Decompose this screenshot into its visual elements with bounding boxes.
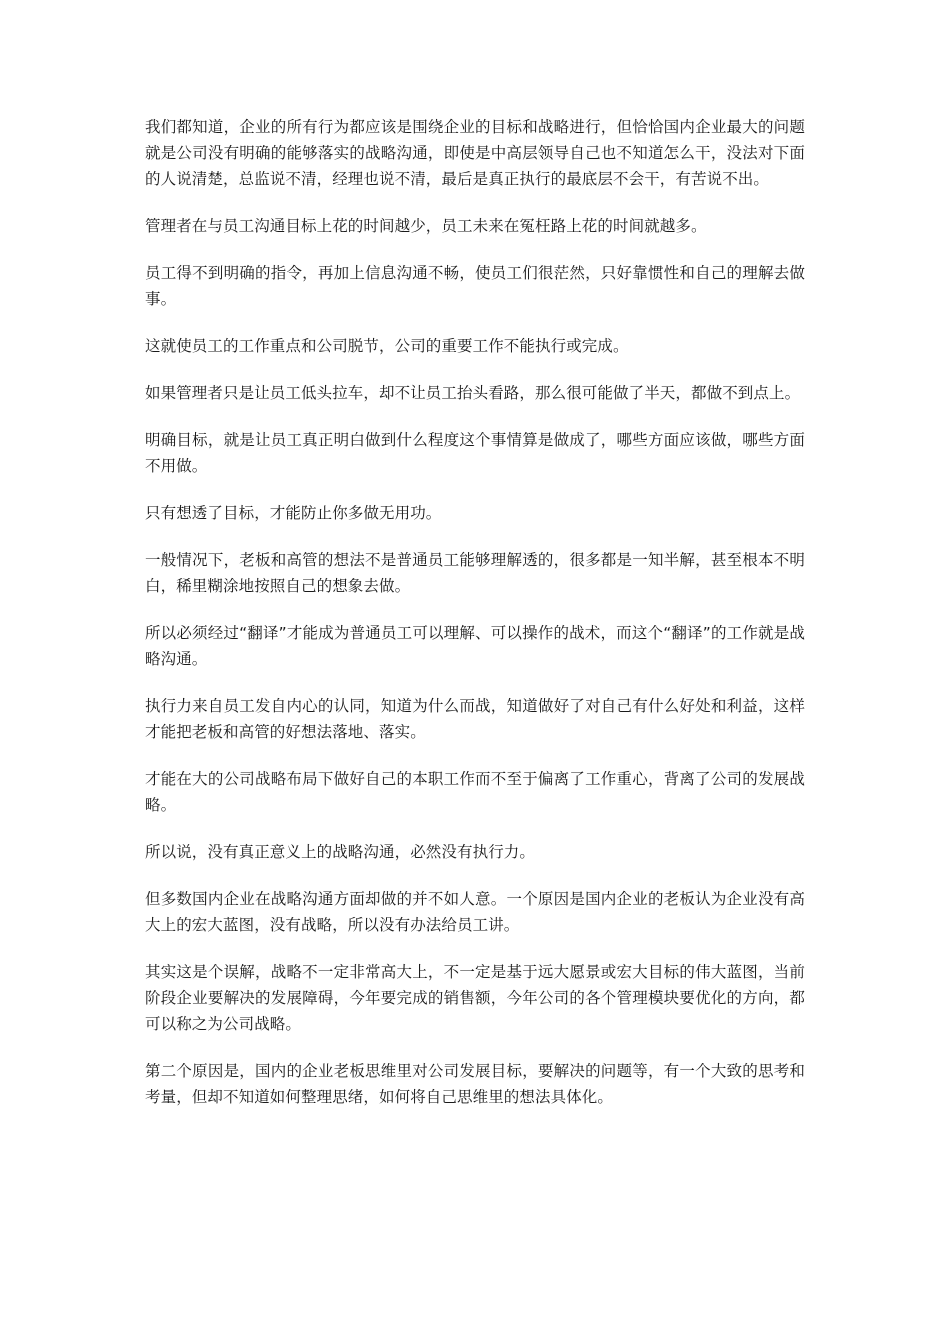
paragraph-1: 我们都知道，企业的所有行为都应该是围绕企业的目标和战略进行，但恰恰国内企业最大的问题就是公司没有明确的能够落实的战略沟通，即使是中高层领导自己也不知道怎么干，没法对下面的人说清楚，总监说不清，经理也说不清，最后是真正执行的最底层不会干，有苦说不出。 bbox=[145, 118, 805, 188]
paragraph-7: 只有想透了目标，才能防止你多做无用功。 bbox=[145, 504, 442, 522]
paragraph-10: 执行力来自员工发自内心的认同，知道为什么而战，知道做好了对自己有什么好处和利益，这样才能把老板和高管的好想法落地、落实。 bbox=[145, 697, 805, 741]
paragraph-6: 明确目标，就是让员工真正明白做到什么程度这个事情算是做成了，哪些方面应该做，哪些方面不用做。 bbox=[145, 431, 805, 475]
paragraph-12: 所以说，没有真正意义上的战略沟通，必然没有执行力。 bbox=[145, 843, 536, 861]
paragraph-5: 如果管理者只是让员工低头拉车，却不让员工抬头看路，那么很可能做了半天，都做不到点上。 bbox=[145, 384, 801, 402]
paragraph-8: 一般情况下，老板和高管的想法不是普通员工能够理解透的，很多都是一知半解，甚至根本不明白，稀里糊涂地按照自己的想象去做。 bbox=[145, 551, 805, 595]
paragraph-3: 员工得不到明确的指令，再加上信息沟通不畅，使员工们很茫然，只好靠惯性和自己的理解去做事。 bbox=[145, 264, 805, 308]
paragraph-9: 所以必须经过“翻译”才能成为普通员工可以理解、可以操作的战术，而这个“翻译”的工作就是战略沟通。 bbox=[145, 624, 805, 668]
paragraph-13: 但多数国内企业在战略沟通方面却做的并不如人意。一个原因是国内企业的老板认为企业没有高大上的宏大蓝图，没有战略，所以没有办法给员工讲。 bbox=[145, 890, 805, 934]
document-body bbox=[145, 114, 805, 1131]
paragraph-4: 这就使员工的工作重点和公司脱节，公司的重要工作不能执行或完成。 bbox=[145, 337, 629, 355]
paragraph-15: 第二个原因是，国内的企业老板思维里对公司发展目标，要解决的问题等，有一个大致的思考和考量，但却不知道如何整理思绪，如何将自己思维里的想法具体化。 bbox=[145, 1062, 805, 1106]
paragraph-14: 其实这是个误解，战略不一定非常高大上，不一定是基于远大愿景或宏大目标的伟大蓝图，当前阶段企业要解决的发展障碍，今年要完成的销售额，今年公司的各个管理模块要优化的方向，都可以称之为公司战略。 bbox=[145, 963, 805, 1033]
paragraph-11: 才能在大的公司战略布局下做好自己的本职工作而不至于偏离了工作重心，背离了公司的发展战略。 bbox=[145, 770, 805, 814]
paragraph-2: 管理者在与员工沟通目标上花的时间越少，员工未来在冤枉路上花的时间就越多。 bbox=[145, 217, 707, 235]
